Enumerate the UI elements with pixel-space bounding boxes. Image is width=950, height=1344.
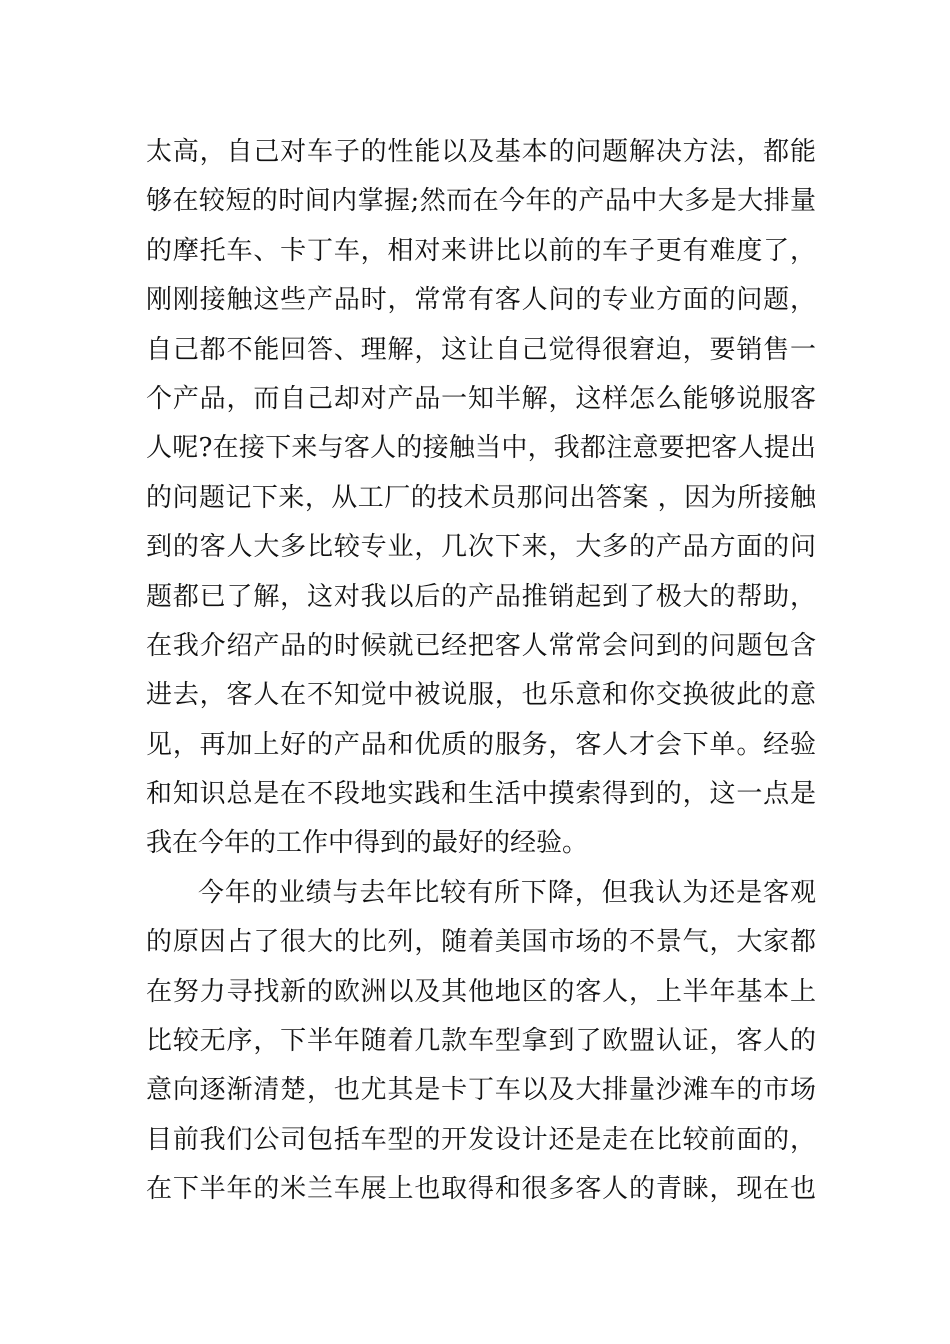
text-line: 和知识总是在不段地实践和生活中摸索得到的，这一点是 xyxy=(146,779,816,810)
body-text xyxy=(146,128,816,1215)
paragraph-start-line: 今年的业绩与去年比较有所下降，但我认为还是客观 xyxy=(198,877,816,908)
text-line: 的摩托车、卡丁车，相对来讲比以前的车子更有难度了， xyxy=(146,235,816,266)
text-line: 在我介绍产品的时候就已经把客人常常会问到的问题包含 xyxy=(146,630,816,661)
text-line: 人呢?在接下来与客人的接触当中，我都注意要把客人提出 xyxy=(146,433,816,464)
text-line: 在下半年的米兰车展上也取得和很多客人的青睐，现在也 xyxy=(146,1174,816,1205)
text-line: 刚刚接触这些产品时，常常有客人问的专业方面的问题， xyxy=(146,285,816,316)
text-line: 到的客人大多比较专业，几次下来，大多的产品方面的问 xyxy=(146,532,816,563)
text-line: 题都已了解，这对我以后的产品推销起到了极大的帮助， xyxy=(146,581,816,612)
text-line: 进去，客人在不知觉中被说服，也乐意和你交换彼此的意 xyxy=(146,680,816,711)
text-line: 自己都不能回答、理解，这让自己觉得很窘迫，要销售一 xyxy=(146,334,816,365)
paragraph-end-line: 我在今年的工作中得到的最好的经验。 xyxy=(146,828,589,859)
text-line: 个产品，而自己却对产品一知半解，这样怎么能够说服客 xyxy=(146,383,816,414)
text-line: 太高，自己对车子的性能以及基本的问题解决方法，都能 xyxy=(146,137,816,167)
text-line: 的原因占了很大的比列，随着美国市场的不景气，大家都 xyxy=(146,927,816,958)
text-line: 在努力寻找新的欧洲以及其他地区的客人，上半年基本上 xyxy=(146,976,816,1007)
text-line: 见，再加上好的产品和优质的服务，客人才会下单。经验 xyxy=(146,729,816,760)
text-line: 的问题记下来，从工厂的技术员那问出答案 ，因为所接触 xyxy=(146,482,816,513)
text-line: 够在较短的时间内掌握;然而在今年的产品中大多是大排量 xyxy=(146,186,816,217)
text-line: 目前我们公司包括车型的开发设计还是走在比较前面的， xyxy=(146,1124,816,1155)
text-line: 意向逐渐清楚，也尤其是卡丁车以及大排量沙滩车的市场 xyxy=(146,1075,816,1106)
text-line: 比较无序，下半年随着几款车型拿到了欧盟认证，客人的 xyxy=(146,1026,816,1057)
